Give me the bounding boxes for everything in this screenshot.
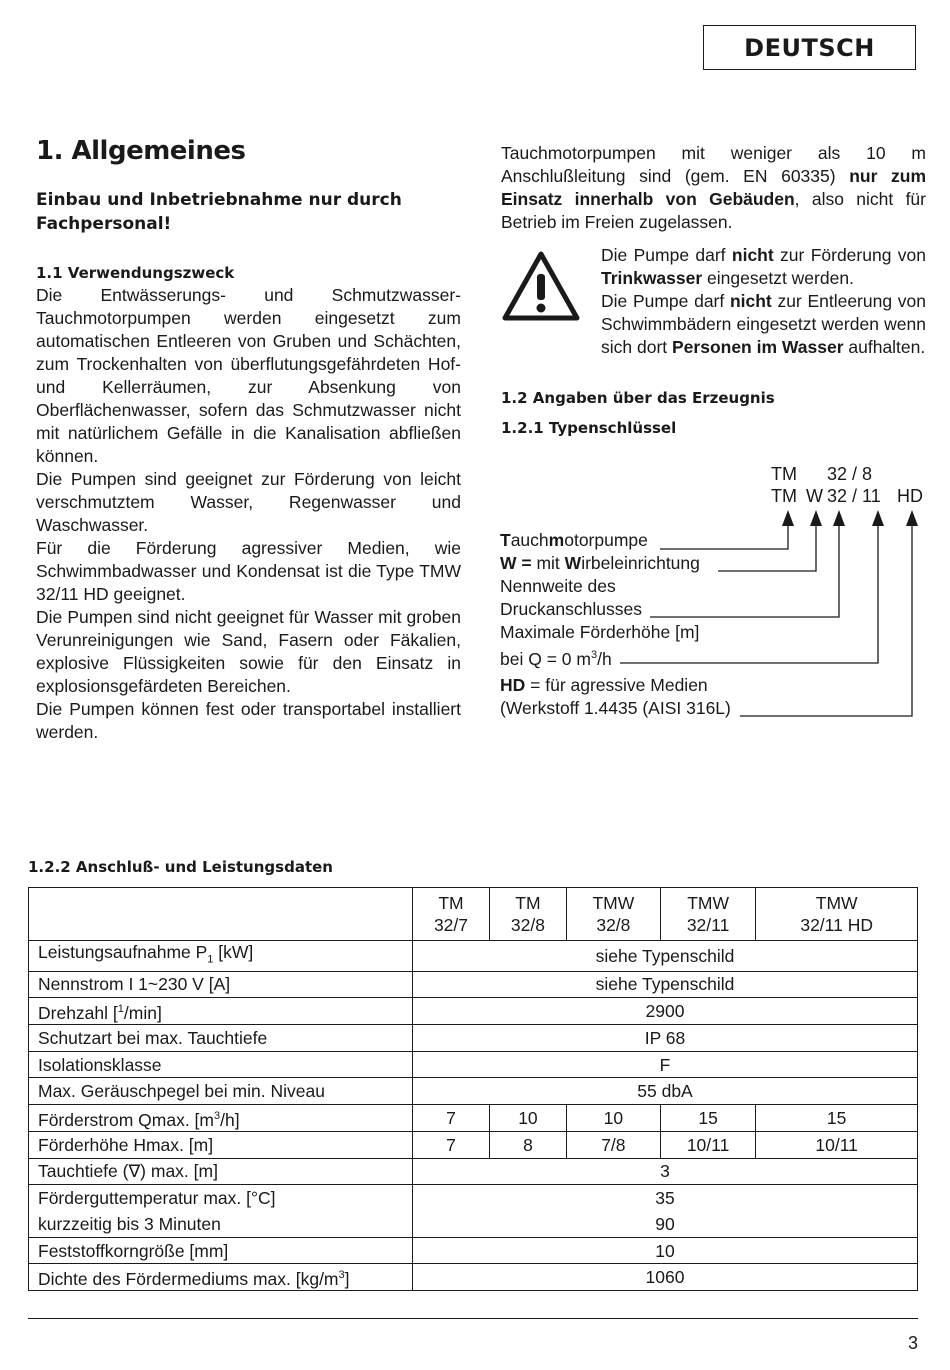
paragraph: Die Pumpen können fest oder transportabel installiert werden.: [36, 699, 461, 742]
row-value: 10: [413, 1237, 918, 1264]
table-header-row: [29, 888, 918, 941]
row-value: 10: [489, 1105, 566, 1132]
install-note: Einbau und Inbetriebnahme nur durch Fachpersonal!: [36, 190, 402, 234]
table-row: [29, 1158, 918, 1185]
row-value: 8: [489, 1131, 566, 1158]
subsection-title-1-2-2: 1.2.2 Anschluß- und Leistungsdaten: [28, 858, 333, 876]
table-row: [29, 998, 918, 1025]
label-max-foerderhoehe: Maximale Förderhöhe [m]: [500, 622, 700, 642]
row-label: Tauchtiefe (∇) max. [m]: [29, 1158, 413, 1185]
subsection-title-1-2: 1.2 Angaben über das Erzeugnis: [501, 389, 775, 407]
table-header-empty: [29, 888, 413, 941]
row-value: 1060: [413, 1264, 918, 1291]
row-value: 10: [566, 1105, 660, 1132]
type-code-tm: TM: [771, 464, 797, 484]
row-label: Max. Geräuschpegel bei min. Niveau: [29, 1078, 413, 1105]
language-label: DEUTSCH: [703, 25, 916, 70]
row-label: Feststoffkorngröße [mm]: [29, 1237, 413, 1264]
table-row: [29, 1237, 918, 1264]
row-label: Förderguttemperatur max. [°C]: [29, 1185, 413, 1211]
row-value: 55 dbA: [413, 1078, 918, 1105]
table-row: [29, 1264, 918, 1291]
row-value: 10/11: [756, 1131, 918, 1158]
table-row: [29, 1025, 918, 1052]
row-label: Leistungsaufnahme $P_1$ [kW]: [29, 941, 413, 972]
type-code-size: 32 / 8: [827, 464, 873, 484]
row-value: 7: [413, 1131, 490, 1158]
label-druckanschluss: Druckanschlusses: [500, 599, 642, 619]
row-value: 2900: [413, 998, 918, 1025]
row-value: 10/11: [660, 1131, 755, 1158]
label-hd: HD = für agressive Medien: [500, 675, 708, 695]
row-value: IP 68: [413, 1025, 918, 1052]
table-row: [29, 1185, 918, 1211]
table-header-model: TMW 32/8: [566, 888, 660, 941]
row-value: siehe Typenschild: [413, 941, 918, 972]
paragraph: Die Pumpen sind nicht geeignet für Wasser mit groben Verunreinigungen wie Sand, Fasern oder Fäkalien, explosive Flüssigkeiten sowie für den Einsatz in explosionsgefärdeten Bereichen.: [36, 607, 461, 696]
row-label: Drehzahl [$^1$/min]: [29, 998, 413, 1025]
table-row: [29, 1131, 918, 1158]
left-column: [36, 136, 461, 744]
paragraph: Für die Förderung agressiver Medien, wie Schwimmbadwasser und Kondensat ist die Type TMW 32/11 HD geeignet.: [36, 538, 461, 604]
table-row: [29, 971, 918, 998]
row-value: 35: [413, 1185, 918, 1211]
label-werkstoff: (Werkstoff 1.4435 (AISI 316L): [500, 698, 731, 718]
row-label: Nennstrom I 1~230 V [A]: [29, 971, 413, 998]
table-row: [29, 1211, 918, 1237]
type-code-hd: HD: [897, 486, 923, 506]
section-title: 1. Allgemeines: [36, 136, 246, 166]
table-header-model: TMW 32/11 HD: [756, 888, 918, 941]
outdoor-notice: Tauchmotorpumpen mit weniger als 10 m Anschlußleitung sind (gem. EN 60335) nur zum Einsatz innerhalb von Gebäuden, also nicht für Betrieb im Freien zugelassen.: [501, 143, 926, 232]
warning-text-drinking-water: Die Pumpe darf nicht zur Förderung von Trinkwasser eingesetzt werden.: [601, 245, 926, 288]
row-value: 15: [660, 1105, 755, 1132]
subsection-title-1-1: 1.1 Verwendungszweck: [36, 264, 235, 282]
table-row: [29, 1078, 918, 1105]
footer-divider: [28, 1318, 918, 1319]
row-label: kurzzeitig bis 3 Minuten: [29, 1211, 413, 1237]
table-header-model: TM 32/7: [413, 888, 490, 941]
type-code-w: W: [806, 486, 823, 506]
row-value: 3: [413, 1158, 918, 1185]
label-tauchmotorpumpe: Tauchmotorpumpe: [500, 530, 648, 550]
table-header-model: TMW 32/11: [660, 888, 755, 941]
performance-data-table: [28, 887, 918, 1291]
row-label: Schutzart bei max. Tauchtiefe: [29, 1025, 413, 1052]
row-value: 7/8: [566, 1131, 660, 1158]
row-value: 90: [413, 1211, 918, 1237]
paragraph: Die Entwässerungs- und Schmutzwasser-Tauchmotorpumpen werden eingesetzt zum automatischen Entleeren von Gruben und Schächten, zum Trockenhalten von überflutungsgefährdeten Hof- und Kellerräumen, zur Absenkung von Oberflächenwasser, sofern das Schmutzwasser nicht mit natürlichem Gefälle in die Kanalisation abfließen können.: [36, 285, 461, 466]
subsection-title-1-2-1: 1.2.1 Typenschlüssel: [501, 419, 677, 437]
type-code-size: 32 / 11: [827, 486, 881, 506]
label-wirbeleinrichtung: W = mit Wirbeleinrichtung: [500, 553, 700, 573]
row-label: Dichte des Fördermediums max. $[kg/m^3]$: [29, 1264, 413, 1291]
table-row: [29, 941, 918, 972]
type-key-diagram: [500, 460, 930, 730]
right-column: [501, 142, 926, 439]
row-label: Isolationsklasse: [29, 1051, 413, 1078]
type-code-tm: TM: [771, 486, 797, 506]
warning-block: [501, 244, 926, 359]
table-row: [29, 1051, 918, 1078]
row-value: 15: [756, 1105, 918, 1132]
label-q-zero: bei Q = 0 $m^3/h$: [500, 648, 612, 669]
row-value: 7: [413, 1105, 490, 1132]
row-value: F: [413, 1051, 918, 1078]
row-label: Förderhöhe Hmax. [m]: [29, 1131, 413, 1158]
paragraph: Die Pumpen sind geeignet zur Förderung von leicht verschmutztem Wasser, Regenwasser und Waschwasser.: [36, 469, 461, 535]
label-nennweite: Nennweite des: [500, 576, 616, 596]
table-row: [29, 1105, 918, 1132]
warning-text-pools: Die Pumpe darf nicht zur Entleerung von Schwimmbädern eingesetzt werden wenn sich dort Personen im Wasser aufhalten.: [601, 291, 926, 357]
row-value: siehe Typenschild: [413, 971, 918, 998]
table-header-model: TM 32/8: [489, 888, 566, 941]
row-label: Förderstrom Qmax. $[m^3/h]$: [29, 1105, 413, 1132]
warning-triangle-icon: [501, 244, 601, 359]
page-number: 3: [907, 1333, 918, 1353]
